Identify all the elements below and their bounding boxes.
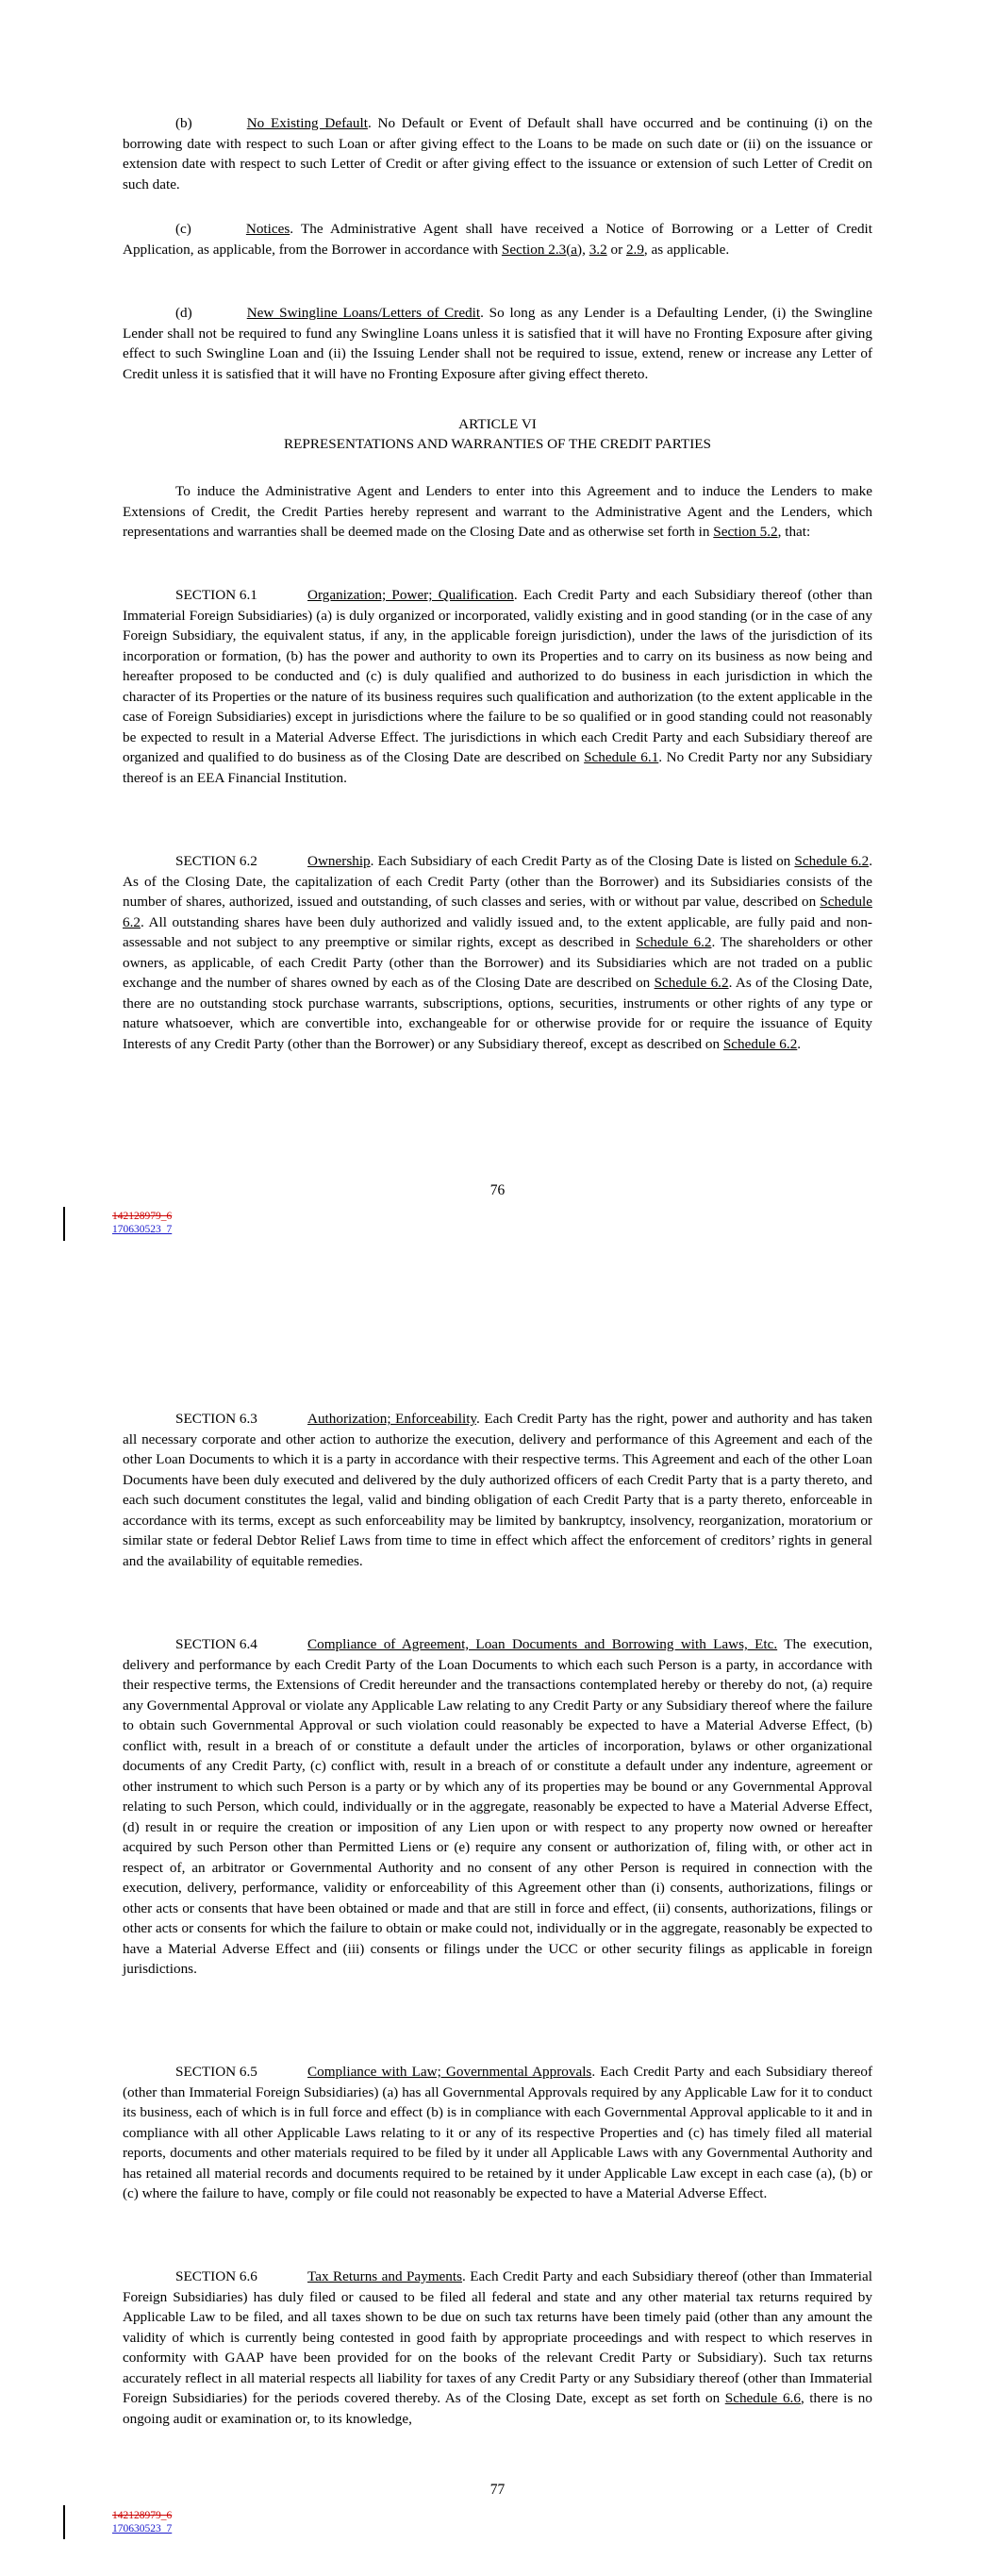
section-6-2: SECTION 6.2 Ownership. Each Subsidiary of each Credit Party as of the Closing Date is listed on Schedule 6.2. As of the Closing Date, the capitalization of each Credit Party (other than the Borrower) and its Subsidiaries consists of the number of shares, authorized, issued and outstanding, of such classes and series, with or without par value, described on Schedule 6.2. All outstanding shares have been duly authorized and validly issued and, to the extent applicable, are fully paid and non-assessable and not subject to any preemptive or similar rights, except as described in Schedule 6.2. The shareholders or other owners, as applicable, of each Credit Party (other than the Borrower) and its Subsidiaries which are not traded on a public exchange and the number of shares owned by each as of the Closing Date are described on Schedule 6.2. As of the Closing Date, there are no outstanding stock purchase warrants, subscriptions, options, securities, instruments or other rights of any type or nature whatsoever, which are convertible into, exchangeable for or otherwise provide for or require the issuance of Equity Interests of any Credit Party (other than the Borrower) or any Subsidiary thereof, except as described on Schedule 6.2. bbox=[123, 853, 873, 1052]
schedule-ref-link[interactable]: Schedule 6.2 bbox=[654, 975, 729, 991]
schedule-ref-link[interactable]: Schedule 6.6 bbox=[724, 2390, 801, 2406]
section-ref-link[interactable]: 3.2 bbox=[589, 241, 607, 258]
inserted-doc-id: 170630523_7 bbox=[112, 2523, 173, 2534]
section-ref-link[interactable]: 2.9 bbox=[625, 241, 644, 258]
deleted-doc-id: 142128979_6 bbox=[112, 2510, 173, 2521]
section-5-2-c: (c) Notices. The Administrative Agent shall have received a Notice of Borrowing or a Letter of Credit Application, as applicable, from the Borrower in accordance with Section 2.3(a), 3.2 or 2.9, as applicable. bbox=[123, 221, 872, 258]
revision-bar bbox=[63, 2505, 65, 2539]
section-5-2-b: (b) No Existing Default. No Default or Event of Default shall have occurred and be continuing (i) on the borrowing date with respect to such Loan or after giving effect to the Loans to be made on such date or (ii) on the issuance or extension date with respect to such Letter of Credit or after giving effect to the issuance or extension of such Letter of Credit on such date. bbox=[123, 115, 872, 192]
schedule-ref-link[interactable]: Schedule 6.2 bbox=[123, 894, 872, 930]
page-number: 77 bbox=[489, 2482, 506, 2498]
section-5-2-d: (d) New Swingline Loans/Letters of Credit. So long as any Lender is a Defaulting Lender, (i) the Swingline Lender shall not be required to fund any Swingline Loans unless it is satisfied that it will have no Fronting Exposure after giving effect to such Swingline Loan and (ii) the Issuing Lender shall not be required to issue, extend, renew or increase any Letter of Credit unless it is satisfied that it will have no Fronting Exposure after giving effect thereto. bbox=[123, 305, 873, 382]
article-title: REPRESENTATIONS AND WARRANTIES OF THE CREDIT PARTIES bbox=[284, 436, 711, 452]
deleted-doc-id: 142128979_6 bbox=[112, 1211, 173, 1222]
schedule-ref-link[interactable]: Schedule 6.2 bbox=[794, 853, 870, 869]
section-6-5: SECTION 6.5 Compliance with Law; Governmental Approvals. Each Credit Party and each Subsidiary thereof (other than Immaterial Foreign Subsidiaries) (a) has all Governmental Approvals required by any Applicable Law for it to conduct its business, each of which is in full force and effect (b) is in compliance with each Governmental Approval applicable to it and in compliance with all other Applicable Laws relating to it or any of its respective Properties and (c) has timely filed all material reports, documents and other materials required to be filed by it under all Applicable Laws with any Governmental Authority and has retained all material records and documents required to be retained by it under Applicable Law except in each case (a), (b) or (c) where the failure to have, comply or file could not reasonably be expected to have a Material Adverse Effect. bbox=[123, 2064, 872, 2201]
schedule-ref-link[interactable]: Schedule 6.2 bbox=[722, 1035, 798, 1052]
inserted-doc-id: 170630523_7 bbox=[112, 1224, 173, 1235]
section-6-6: SECTION 6.6 Tax Returns and Payments. Each Credit Party and each Subsidiary thereof (other than Immaterial Foreign Subsidiaries) has duly filed or caused to be filed all federal and state and any other material tax returns required by Applicable Law to be filed, and all taxes shown to be due on such tax returns have been timely paid (other than any amount the validity of which is currently being contested in good faith by appropriate proceedings and with respect to which reserves in conformity with GAAP have been provided for on the books of the relevant Credit Party or Subsidiary). Such tax returns accurately reflect in all material respects all liability for taxes of any Credit Party or any Subsidiary thereof (other than Immaterial Foreign Subsidiaries) for the periods covered thereby. As of the Closing Date, except as set forth on Schedule 6.6, there is no ongoing audit or examination or, to its knowledge, bbox=[123, 2268, 872, 2427]
section-6-1: SECTION 6.1 Organization; Power; Qualification. Each Credit Party and each Subsidiary thereof (other than Immaterial Foreign Subsidiaries) (a) is duly organized or incorporated, validly existing and in good standing (or in the case of any Foreign Subsidiary, the equivalent status, if any, in the applicable foreign jurisdiction), under the laws of the jurisdiction of its incorporation or formation, (b) has the power and authority to own its Properties and to carry on its business as now being and hereafter proposed to be conducted and (c) is duly qualified and authorized to do business in each jurisdiction in which the character of its Properties or the nature of its business requires such qualification and authorization (to the extent applicable in the case of Foreign Subsidiaries) except in jurisdictions where the failure to be so qualified or in good standing could not reasonably be expected to result in a Material Adverse Effect. The jurisdictions in which each Credit Party and each Subsidiary thereof are organized and qualified to do business as of the Closing Date are described on Schedule 6.1. No Credit Party nor any Subsidiary thereof is an EEA Financial Institution. bbox=[123, 587, 872, 786]
page-number: 76 bbox=[489, 1182, 506, 1198]
article-intro: To induce the Administrative Agent and Lenders to enter into this Agreement and to induce the Lenders to make Extensions of Credit, the Credit Parties hereby represent and warrant to the Administrative Agent and the Lenders, which representations and warranties shall be deemed made on the Closing Date and as otherwise set forth in Section 5.2, that: bbox=[123, 483, 872, 540]
revision-bar bbox=[63, 1207, 65, 1241]
document-id bbox=[112, 2509, 172, 2535]
section-6-4: SECTION 6.4 Compliance of Agreement, Loan Documents and Borrowing with Laws, Etc. The execution, delivery and performance by each Credit Party of the Loan Documents to which each such Person is a party, in accordance with their respective terms, the Extensions of Credit hereunder and the transactions contemplated hereby or thereby do not, (a) require any Governmental Approval or violate any Applicable Law relating to any Credit Party or any Subsidiary thereof where the failure to obtain such Governmental Approval or such violation could reasonably be expected to have a Material Adverse Effect, (b) conflict with, result in a breach of or constitute a default under the articles of incorporation, bylaws or other organizational documents of any Credit Party, (c) conflict with, result in a breach of or constitute a default under any indenture, agreement or other instrument to which such Person is a party or by which any of its properties may be bound or any Governmental Approval relating to such Person, which could, individually or in the aggregate, reasonably be expected to have a Material Adverse Effect, (d) result in or require the creation or imposition of any Lien upon or with respect to any property now owned or hereafter acquired by such Person other than Permitted Liens or (e) require any consent or authorization of, filing with, or other act in respect of, an arbitrator or Governmental Authority and no consent of any other Person is required in connection with the execution, delivery, performance, validity or enforceability of this Agreement other than (i) consents, authorizations, filings or other acts or consents that have been obtained or made and that are still in force and effect, (ii) consents, authorizations, filings or other acts or consents for which the failure to obtain or make could not, individually or in the aggregate, reasonably be expected to have a Material Adverse Effect and (iii) consents or filings under the UCC or other security filings as applicable in foreign jurisdictions. bbox=[123, 1636, 872, 1977]
section-ref-link[interactable]: Section 5.2 bbox=[713, 524, 778, 540]
document-id bbox=[112, 1210, 172, 1236]
schedule-ref-link[interactable]: Schedule 6.2 bbox=[636, 934, 712, 950]
schedule-ref-link[interactable]: Schedule 6.1 bbox=[584, 749, 659, 765]
section-ref-link[interactable]: Section 2.3(a) bbox=[501, 241, 583, 258]
section-6-3: SECTION 6.3 Authorization; Enforceability. Each Credit Party has the right, power and authority and has taken all necessary corporate and other action to authorize the execution, delivery and performance of this Agreement and each of the other Loan Documents to which it is a party in accordance with their respective terms. This Agreement and each of the other Loan Documents have been duly executed and delivered by the duly authorized officers of each Credit Party that is a party thereto, and each such document constitutes the legal, valid and binding obligation of each Credit Party that is a party thereto, enforceable in accordance with its terms, except as such enforceability may be limited by bankruptcy, insolvency, reorganization, moratorium or similar state or federal Debtor Relief Laws from time to time in effect which affect the enforcement of creditors’ rights in general and the availability of equitable remedies. bbox=[123, 1411, 872, 1569]
article-number: ARTICLE VI bbox=[458, 416, 537, 432]
